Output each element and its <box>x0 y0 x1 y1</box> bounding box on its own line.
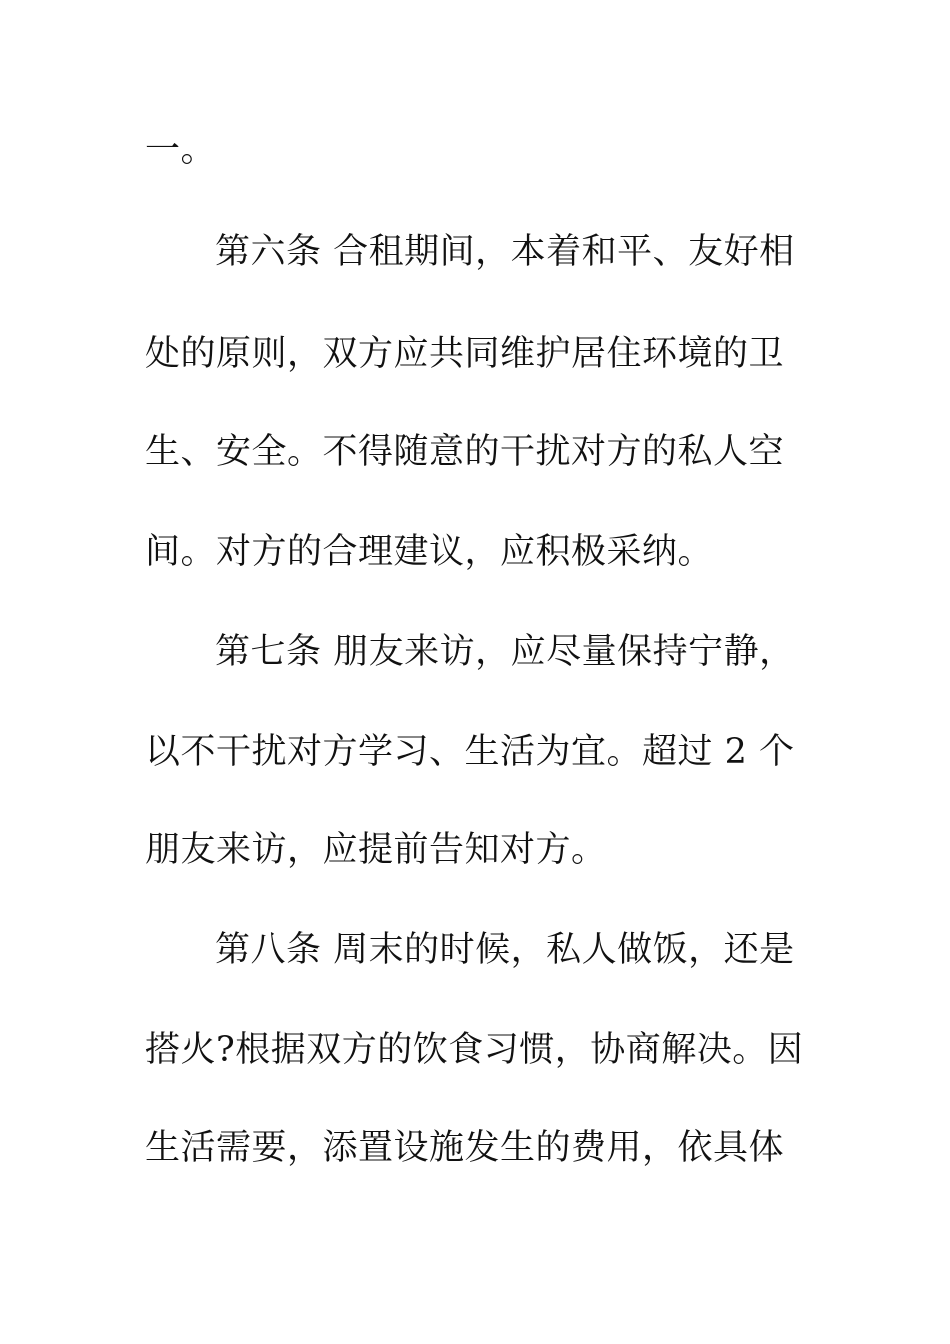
text-line: 一。 <box>145 130 217 170</box>
text-line: 处的原则，双方应共同维护居住环境的卫 <box>145 334 785 374</box>
text-line: 生、安全。不得随意的干扰对方的私人空 <box>145 432 785 472</box>
article-6-heading-line: 第六条 合租期间，本着和平、友好相 <box>215 232 795 272</box>
article-7-heading-line: 第七条 朋友来访，应尽量保持宁静， <box>215 632 795 672</box>
article-8-heading-line: 第八条 周末的时候，私人做饭，还是 <box>215 930 795 970</box>
text-line: 以不干扰对方学习、生活为宜。超过 2 个 <box>145 732 795 772</box>
text-line: 朋友来访，应提前告知对方。 <box>145 830 607 870</box>
text-line: 间。对方的合理建议，应积极采纳。 <box>145 532 714 572</box>
text-line: 搭火?根据双方的饮食习惯，协商解决。因 <box>145 1030 804 1070</box>
text-line: 生活需要，添置设施发生的费用，依具体 <box>145 1128 785 1168</box>
